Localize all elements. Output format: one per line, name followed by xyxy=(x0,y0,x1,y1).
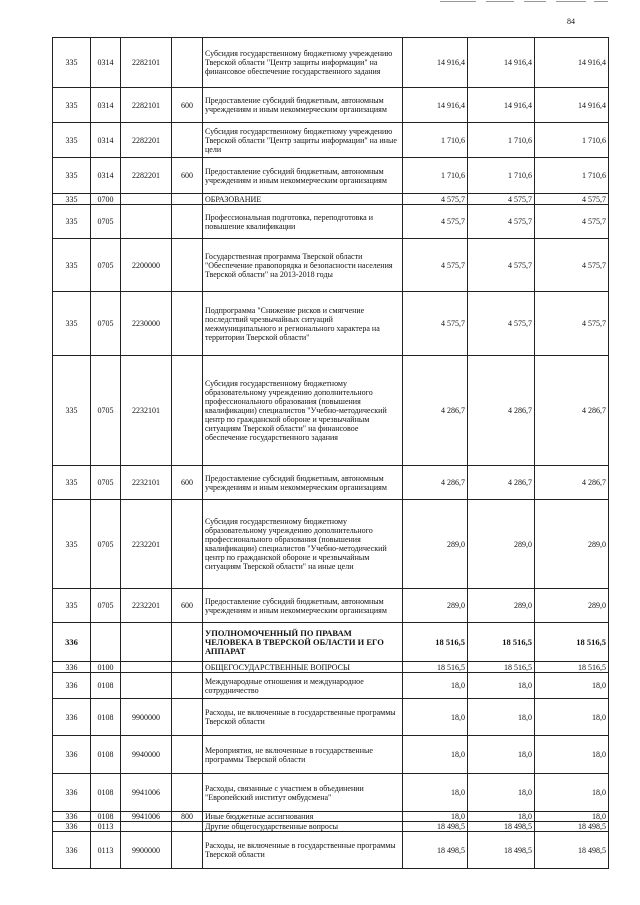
cell-sum-3: 18 516,5 xyxy=(535,623,609,662)
cell-vr: 800 xyxy=(172,812,203,822)
cell-sum-2: 289,0 xyxy=(468,500,535,589)
cell-sum-1: 1 710,6 xyxy=(403,158,468,194)
cell-vr xyxy=(172,736,203,774)
cell-csr: 9941006 xyxy=(121,812,172,822)
cell-ved: 335 xyxy=(53,123,91,158)
cell-sum-1: 14 916,4 xyxy=(403,88,468,123)
cell-name: Расходы, не включенные в государственные программы Тверской области xyxy=(203,832,403,869)
cell-sum-3: 18,0 xyxy=(535,812,609,822)
cell-razdel: 0705 xyxy=(91,466,121,500)
cell-sum-2: 18,0 xyxy=(468,736,535,774)
cell-vr xyxy=(172,38,203,88)
cell-ved: 335 xyxy=(53,589,91,623)
table-row xyxy=(53,194,609,205)
cell-sum-1: 4 575,7 xyxy=(403,205,468,239)
cell-sum-1: 18 516,5 xyxy=(403,662,468,673)
table-row xyxy=(53,822,609,832)
cell-sum-3: 14 916,4 xyxy=(535,38,609,88)
cell-name: Мероприятия, не включенные в государственные программы Тверской области xyxy=(203,736,403,774)
cell-name: Субсидия государственному бюджетному образовательному учреждению дополнительного профессионального образования (повышения квалификации) специалистов "Учебно-методический центр по гражданской обороне и чрезвычайным ситуациям Тверской области" на иные цели xyxy=(203,500,403,589)
cell-sum-2: 18 516,5 xyxy=(468,662,535,673)
table-row xyxy=(53,662,609,673)
cell-vr xyxy=(172,832,203,869)
cell-csr: 9900000 xyxy=(121,699,172,736)
cell-razdel: 0100 xyxy=(91,662,121,673)
cell-razdel: 0108 xyxy=(91,673,121,699)
cell-sum-3: 289,0 xyxy=(535,500,609,589)
cell-sum-1: 1 710,6 xyxy=(403,123,468,158)
cell-ved: 336 xyxy=(53,662,91,673)
cell-ved: 336 xyxy=(53,822,91,832)
cell-ved: 335 xyxy=(53,292,91,356)
cell-vr xyxy=(172,822,203,832)
cell-sum-1: 18 516,5 xyxy=(403,623,468,662)
cell-csr: 9941006 xyxy=(121,774,172,812)
cell-name: Субсидия государственному бюджетному образовательному учреждению дополнительного профессионального образования (повышения квалификации) специалистов "Учебно-методический центр по гражданской обороне и чрезвычайным ситуациям Тверской области" на финансовое обеспечение государственного задания xyxy=(203,356,403,466)
cell-sum-2: 18 498,5 xyxy=(468,822,535,832)
cell-csr: 2282101 xyxy=(121,38,172,88)
table-row xyxy=(53,466,609,500)
cell-vr: 600 xyxy=(172,466,203,500)
cell-ved: 336 xyxy=(53,699,91,736)
table-row xyxy=(53,292,609,356)
cell-sum-1: 18 498,5 xyxy=(403,822,468,832)
cell-sum-2: 289,0 xyxy=(468,589,535,623)
cell-sum-2: 18,0 xyxy=(468,673,535,699)
cell-ved: 335 xyxy=(53,205,91,239)
cell-csr: 2282201 xyxy=(121,123,172,158)
cell-sum-3: 18 516,5 xyxy=(535,662,609,673)
cell-ved: 336 xyxy=(53,812,91,822)
cell-csr: 2232101 xyxy=(121,466,172,500)
cell-sum-1: 4 575,7 xyxy=(403,194,468,205)
cell-name: Другие общегосударственные вопросы xyxy=(203,822,403,832)
cell-sum-1: 4 286,7 xyxy=(403,356,468,466)
cell-vr xyxy=(172,623,203,662)
cell-sum-3: 4 575,7 xyxy=(535,292,609,356)
table-row xyxy=(53,812,609,822)
cell-name: Расходы, не включенные в государственные программы Тверской области xyxy=(203,699,403,736)
cell-csr: 2232101 xyxy=(121,356,172,466)
cell-sum-2: 4 575,7 xyxy=(468,239,535,292)
cell-ved: 336 xyxy=(53,623,91,662)
table-row xyxy=(53,500,609,589)
cell-ved: 335 xyxy=(53,356,91,466)
table-row xyxy=(53,623,609,662)
cell-razdel: 0705 xyxy=(91,239,121,292)
cell-sum-2: 14 916,4 xyxy=(468,88,535,123)
cell-vr xyxy=(172,292,203,356)
table-row xyxy=(53,356,609,466)
cell-vr: 600 xyxy=(172,158,203,194)
cell-name: Профессиональная подготовка, переподготовка и повышение квалификации xyxy=(203,205,403,239)
cell-sum-3: 4 286,7 xyxy=(535,466,609,500)
cell-sum-2: 4 575,7 xyxy=(468,194,535,205)
cell-sum-2: 18 498,5 xyxy=(468,832,535,869)
cell-ved: 335 xyxy=(53,466,91,500)
cell-name: ОБРАЗОВАНИЕ xyxy=(203,194,403,205)
cell-name: Предоставление субсидий бюджетным, автономным учреждениям и иным некоммерческим организациям xyxy=(203,589,403,623)
cell-sum-3: 18,0 xyxy=(535,736,609,774)
cell-sum-2: 4 575,7 xyxy=(468,292,535,356)
table-row xyxy=(53,673,609,699)
cell-name: УПОЛНОМОЧЕННЫЙ ПО ПРАВАМ ЧЕЛОВЕКА В ТВЕРСКОЙ ОБЛАСТИ И ЕГО АППАРАТ xyxy=(203,623,403,662)
cell-name: Государственная программа Тверской области "Обеспечение правопорядка и безопасности населения Тверской области" на 2013-2018 годы xyxy=(203,239,403,292)
cell-sum-2: 1 710,6 xyxy=(468,158,535,194)
cell-sum-2: 18 516,5 xyxy=(468,623,535,662)
cell-sum-1: 18 498,5 xyxy=(403,832,468,869)
cell-sum-1: 289,0 xyxy=(403,589,468,623)
cell-ved: 336 xyxy=(53,774,91,812)
cell-vr xyxy=(172,239,203,292)
cell-sum-2: 18,0 xyxy=(468,812,535,822)
cell-sum-3: 4 286,7 xyxy=(535,356,609,466)
budget-table xyxy=(52,37,609,869)
cell-name: Предоставление субсидий бюджетным, автономным учреждениям и иным некоммерческим организациям xyxy=(203,158,403,194)
cell-name: Предоставление субсидий бюджетным, автономным учреждениям и иным некоммерческим организациям xyxy=(203,88,403,123)
cell-razdel: 0700 xyxy=(91,194,121,205)
cell-razdel: 0314 xyxy=(91,88,121,123)
cell-csr: 2232201 xyxy=(121,589,172,623)
cell-razdel: 0705 xyxy=(91,500,121,589)
cell-ved: 335 xyxy=(53,239,91,292)
cell-sum-2: 18,0 xyxy=(468,699,535,736)
cell-name: Субсидия государственному бюджетному учреждению Тверской области "Центр защиты информации" на иные цели xyxy=(203,123,403,158)
cell-razdel: 0314 xyxy=(91,123,121,158)
cell-razdel: 0113 xyxy=(91,822,121,832)
cell-sum-3: 4 575,7 xyxy=(535,239,609,292)
table-row xyxy=(53,205,609,239)
cell-csr xyxy=(121,205,172,239)
cell-sum-1: 4 286,7 xyxy=(403,466,468,500)
cell-vr xyxy=(172,662,203,673)
cell-sum-2: 18,0 xyxy=(468,774,535,812)
cell-sum-3: 18,0 xyxy=(535,774,609,812)
page-number: 84 xyxy=(567,17,575,26)
cell-sum-3: 4 575,7 xyxy=(535,205,609,239)
cell-vr xyxy=(172,205,203,239)
table-row xyxy=(53,774,609,812)
cell-ved: 335 xyxy=(53,194,91,205)
cell-csr: 2230000 xyxy=(121,292,172,356)
cell-csr: 9940000 xyxy=(121,736,172,774)
cell-sum-2: 4 286,7 xyxy=(468,356,535,466)
cell-sum-3: 1 710,6 xyxy=(535,123,609,158)
cell-sum-1: 4 575,7 xyxy=(403,239,468,292)
cell-razdel: 0108 xyxy=(91,774,121,812)
cell-vr xyxy=(172,500,203,589)
table-row xyxy=(53,88,609,123)
cell-razdel: 0108 xyxy=(91,699,121,736)
cell-sum-1: 14 916,4 xyxy=(403,38,468,88)
cell-csr: 2232201 xyxy=(121,500,172,589)
table-row xyxy=(53,239,609,292)
cell-csr: 2282101 xyxy=(121,88,172,123)
cell-vr xyxy=(172,699,203,736)
cell-csr: 2200000 xyxy=(121,239,172,292)
cell-vr: 600 xyxy=(172,88,203,123)
cell-name: Предоставление субсидий бюджетным, автономным учреждениям и иным некоммерческим организациям xyxy=(203,466,403,500)
cell-ved: 335 xyxy=(53,500,91,589)
cell-sum-2: 14 916,4 xyxy=(468,38,535,88)
cell-vr: 600 xyxy=(172,589,203,623)
cell-sum-1: 289,0 xyxy=(403,500,468,589)
table-row xyxy=(53,38,609,88)
cell-name: Иные бюджетные ассигнования xyxy=(203,812,403,822)
cell-name: Международные отношения и международное сотрудничество xyxy=(203,673,403,699)
cell-vr xyxy=(172,774,203,812)
cell-razdel: 0113 xyxy=(91,832,121,869)
cell-csr xyxy=(121,822,172,832)
cell-sum-2: 1 710,6 xyxy=(468,123,535,158)
table-row xyxy=(53,736,609,774)
cell-name: Подпрограмма "Снижение рисков и смягчение последствий чрезвычайных ситуаций межмуниципального и регионального характера на территории Тверской области" xyxy=(203,292,403,356)
cell-ved: 335 xyxy=(53,88,91,123)
cell-sum-3: 18,0 xyxy=(535,699,609,736)
cell-sum-3: 18,0 xyxy=(535,673,609,699)
cell-sum-1: 18,0 xyxy=(403,699,468,736)
cell-vr xyxy=(172,194,203,205)
cell-sum-1: 18,0 xyxy=(403,673,468,699)
cell-razdel: 0705 xyxy=(91,356,121,466)
cell-razdel: 0705 xyxy=(91,205,121,239)
cell-csr: 9900000 xyxy=(121,832,172,869)
cell-name: Субсидия государственному бюджетному учреждению Тверской области "Центр защиты информации" на финансовое обеспечение государственного задания xyxy=(203,38,403,88)
cell-ved: 335 xyxy=(53,38,91,88)
table-row xyxy=(53,123,609,158)
cell-razdel: 0108 xyxy=(91,812,121,822)
cell-sum-3: 1 710,6 xyxy=(535,158,609,194)
cell-razdel: 0705 xyxy=(91,589,121,623)
cell-vr xyxy=(172,356,203,466)
cell-sum-2: 4 575,7 xyxy=(468,205,535,239)
cell-sum-2: 4 286,7 xyxy=(468,466,535,500)
cell-sum-3: 18 498,5 xyxy=(535,832,609,869)
cell-ved: 335 xyxy=(53,158,91,194)
cell-sum-1: 18,0 xyxy=(403,736,468,774)
scan-marks xyxy=(440,0,610,4)
cell-name: Расходы, связанные с участием в объединении "Европейский институт омбудсмена" xyxy=(203,774,403,812)
cell-ved: 336 xyxy=(53,832,91,869)
cell-razdel: 0108 xyxy=(91,736,121,774)
cell-razdel: 0705 xyxy=(91,292,121,356)
cell-sum-1: 4 575,7 xyxy=(403,292,468,356)
cell-ved: 336 xyxy=(53,673,91,699)
cell-name: ОБЩЕГОСУДАРСТВЕННЫЕ ВОПРОСЫ xyxy=(203,662,403,673)
cell-razdel: 0314 xyxy=(91,158,121,194)
table-row xyxy=(53,158,609,194)
cell-sum-3: 289,0 xyxy=(535,589,609,623)
table-row xyxy=(53,699,609,736)
cell-sum-3: 14 916,4 xyxy=(535,88,609,123)
cell-ved: 336 xyxy=(53,736,91,774)
cell-csr: 2282201 xyxy=(121,158,172,194)
cell-csr xyxy=(121,662,172,673)
cell-csr xyxy=(121,623,172,662)
cell-sum-1: 18,0 xyxy=(403,812,468,822)
cell-vr xyxy=(172,123,203,158)
cell-csr xyxy=(121,673,172,699)
cell-sum-3: 4 575,7 xyxy=(535,194,609,205)
cell-razdel xyxy=(91,623,121,662)
table-row xyxy=(53,589,609,623)
cell-csr xyxy=(121,194,172,205)
table-row xyxy=(53,832,609,869)
cell-sum-1: 18,0 xyxy=(403,774,468,812)
cell-razdel: 0314 xyxy=(91,38,121,88)
cell-sum-3: 18 498,5 xyxy=(535,822,609,832)
cell-vr xyxy=(172,673,203,699)
